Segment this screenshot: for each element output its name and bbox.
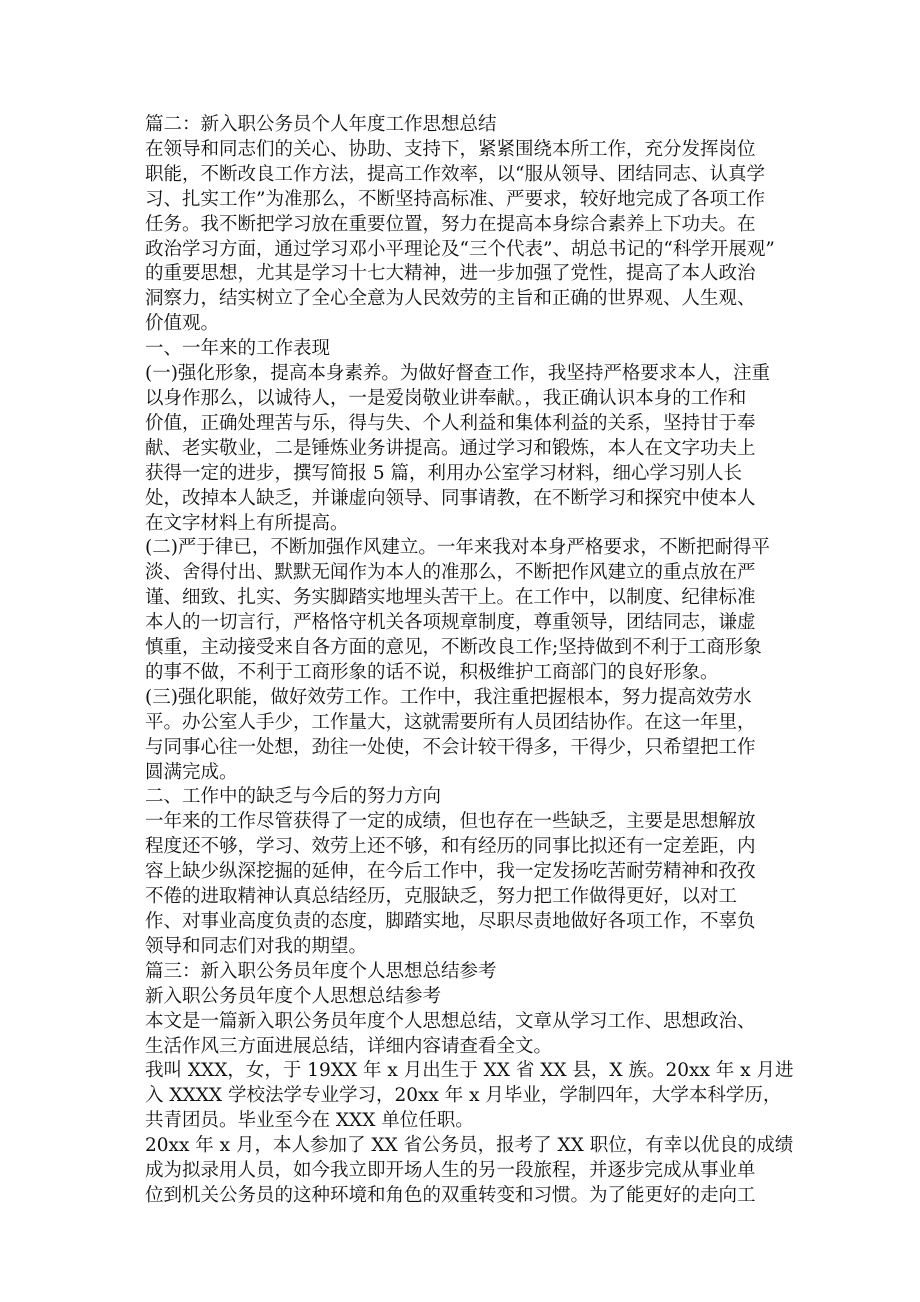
text-line: 作、对事业高度负责的态度，脚踏实地，尽职尽责地做好各项工作，不辜负	[145, 911, 756, 932]
text-line: 淡、舍得付出、默默无闻作为本人的准那么，不断把作风建立的重点放在严	[145, 562, 756, 584]
text-line: 的事不做，不利于工商形象的话不说，积极维护工商部门的良好形象。	[145, 661, 719, 683]
text-line: 在领导和同志们的关心、协助、支持下，紧紧围绕本所工作，充分发挥岗位	[145, 138, 756, 160]
text-line: 与同事心往一处想，劲往一处使，不会计较干得多，干得少，只希望把工作	[145, 736, 756, 758]
text-line: 政治学习方面，通过学习邓小平理论及“三个代表”、胡总书记的“科学开展观”	[145, 238, 775, 260]
text-line: 领导和同志们对我的期望。	[145, 935, 368, 957]
text-line: 习、扎实工作”为准那么，不断坚持高标准、严要求，较好地完成了各项工作	[145, 188, 765, 210]
text-line: (一)强化形象，提高本身素养。为做好督查工作，我坚持严格要求本人，注重	[145, 363, 770, 385]
text-line: 生活作风三方面进展总结，详细内容请查看全文。	[145, 1035, 553, 1057]
text-line: 容上缺少纵深挖掘的延伸，在今后工作中，我一定发扬吃苦耐劳精神和孜孜	[145, 861, 756, 883]
career-paragraph	[145, 1134, 794, 1209]
heading-shortfalls: 二、工作中的缺乏与今后的努力方向	[145, 786, 442, 808]
text-line: 献、老实敬业，二是锤炼业务讲提高。通过学习和锻炼，本人在文字功夫上	[145, 437, 756, 459]
text-line: 位到机关公务员的这种环境和角色的双重转变和习惯。为了能更好的走向工	[145, 1184, 756, 1206]
shortfall-paragraph	[145, 810, 765, 959]
text-line: 一年来的工作尽管获得了一定的成绩，但也存在一些缺乏，主要是思想解放	[145, 811, 756, 833]
text-line: 洞察力，结实树立了全心全意为人民效劳的主旨和正确的世界观、人生观、	[145, 288, 756, 310]
heading-work-performance: 一、一年来的工作表现	[145, 338, 331, 360]
section3-subtitle: 新入职公务员年度个人思想总结参考	[145, 985, 442, 1007]
text-line: 成为拟录用人员，如今我立即开场人生的另一段旅程，并逐步完成从事业单	[145, 1160, 756, 1182]
item3-paragraph	[145, 686, 765, 786]
text-line: 价值，正确处理苦与乐，得与失、个人利益和集体利益的关系，坚持甘于奉	[145, 412, 756, 434]
text-line: 以身作那么，以诚待人，一是爱岗敬业讲奉献。，我正确认识本身的工作和	[145, 387, 747, 409]
text-line: 不倦的进取精神认真总结经历，克服缺乏，努力把工作做得更好，以对工	[145, 886, 738, 908]
text-line: 职能，不断改良工作方法，提高工作效率，以“服从领导、团结同志、认真学	[145, 163, 765, 185]
text-line: 任务。我不断把学习放在重要位置，努力在提高本身综合素养上下功夫。在	[145, 213, 756, 235]
section3-title: 篇三：新入职公务员年度个人思想总结参考	[145, 960, 497, 982]
text-line: (二)严于律已，不断加强作风建立。一年来我对本身严格要求，不断把耐得平	[145, 537, 770, 559]
text-line: 20xx 年 x 月，本人参加了 XX 省公务员，报考了 XX 职位，有幸以优良的成绩	[145, 1135, 794, 1157]
text-line: 本文是一篇新入职公务员年度个人思想总结，文章从学习工作、思想政治、	[145, 1010, 756, 1032]
section2-title: 篇二：新入职公务员个人年度工作思想总结	[145, 114, 497, 135]
item2-paragraph	[145, 536, 770, 685]
text-line: 入 XXXX 学校法学专业学习，20xx 年 x 月毕业，学制四年，大学本科学历，	[145, 1085, 782, 1107]
text-line: 共青团员。毕业至今在 XXX 单位任职。	[145, 1110, 474, 1132]
text-line: (三)强化职能，做好效劳工作。工作中，我注重把握根本，努力提高效劳水	[145, 686, 752, 708]
text-line: 圆满完成。	[145, 761, 238, 783]
text-line: 慎重，主动接受来自各方面的意见，不断改良工作;坚持做到不利于工商形象	[145, 637, 762, 659]
bio-paragraph	[145, 1059, 794, 1134]
text-line: 程度还不够，学习、效劳上还不够，和有经历的同事比拟还有一定差距，内	[145, 836, 756, 858]
summary-paragraph	[145, 1010, 765, 1060]
intro-paragraph	[145, 138, 775, 337]
text-line: 的重要思想，尤其是学习十七大精神，进一步加强了党性，提高了本人政治	[145, 263, 756, 285]
item1-paragraph	[145, 362, 770, 536]
text-line: 平。办公室人手少，工作量大，这就需要所有人员团结协作。在这一年里，	[145, 711, 756, 733]
document-page	[145, 113, 794, 1209]
text-line: 处，改掉本人缺乏，并谦虚向领导、同事请教，在不断学习和探究中使本人	[145, 487, 756, 509]
text-line: 价值观。	[145, 313, 220, 335]
text-line: 获得一定的进步，撰写简报 5 篇，利用办公室学习材料，细心学习别人长	[145, 462, 743, 484]
text-line: 本人的一切言行，严格恪守机关各项规章制度，尊重领导，团结同志，谦虚	[145, 612, 756, 634]
text-line: 谨、细致、扎实、务实脚踏实地埋头苦干上。在工作中，以制度、纪律标准	[145, 587, 756, 609]
text-line: 在文字材料上有所提高。	[145, 512, 349, 534]
text-line: 我叫 XXX，女，于 19XX 年 x 月出生于 XX 省 XX 县，X 族。20xx 年 x 月进	[145, 1060, 794, 1082]
